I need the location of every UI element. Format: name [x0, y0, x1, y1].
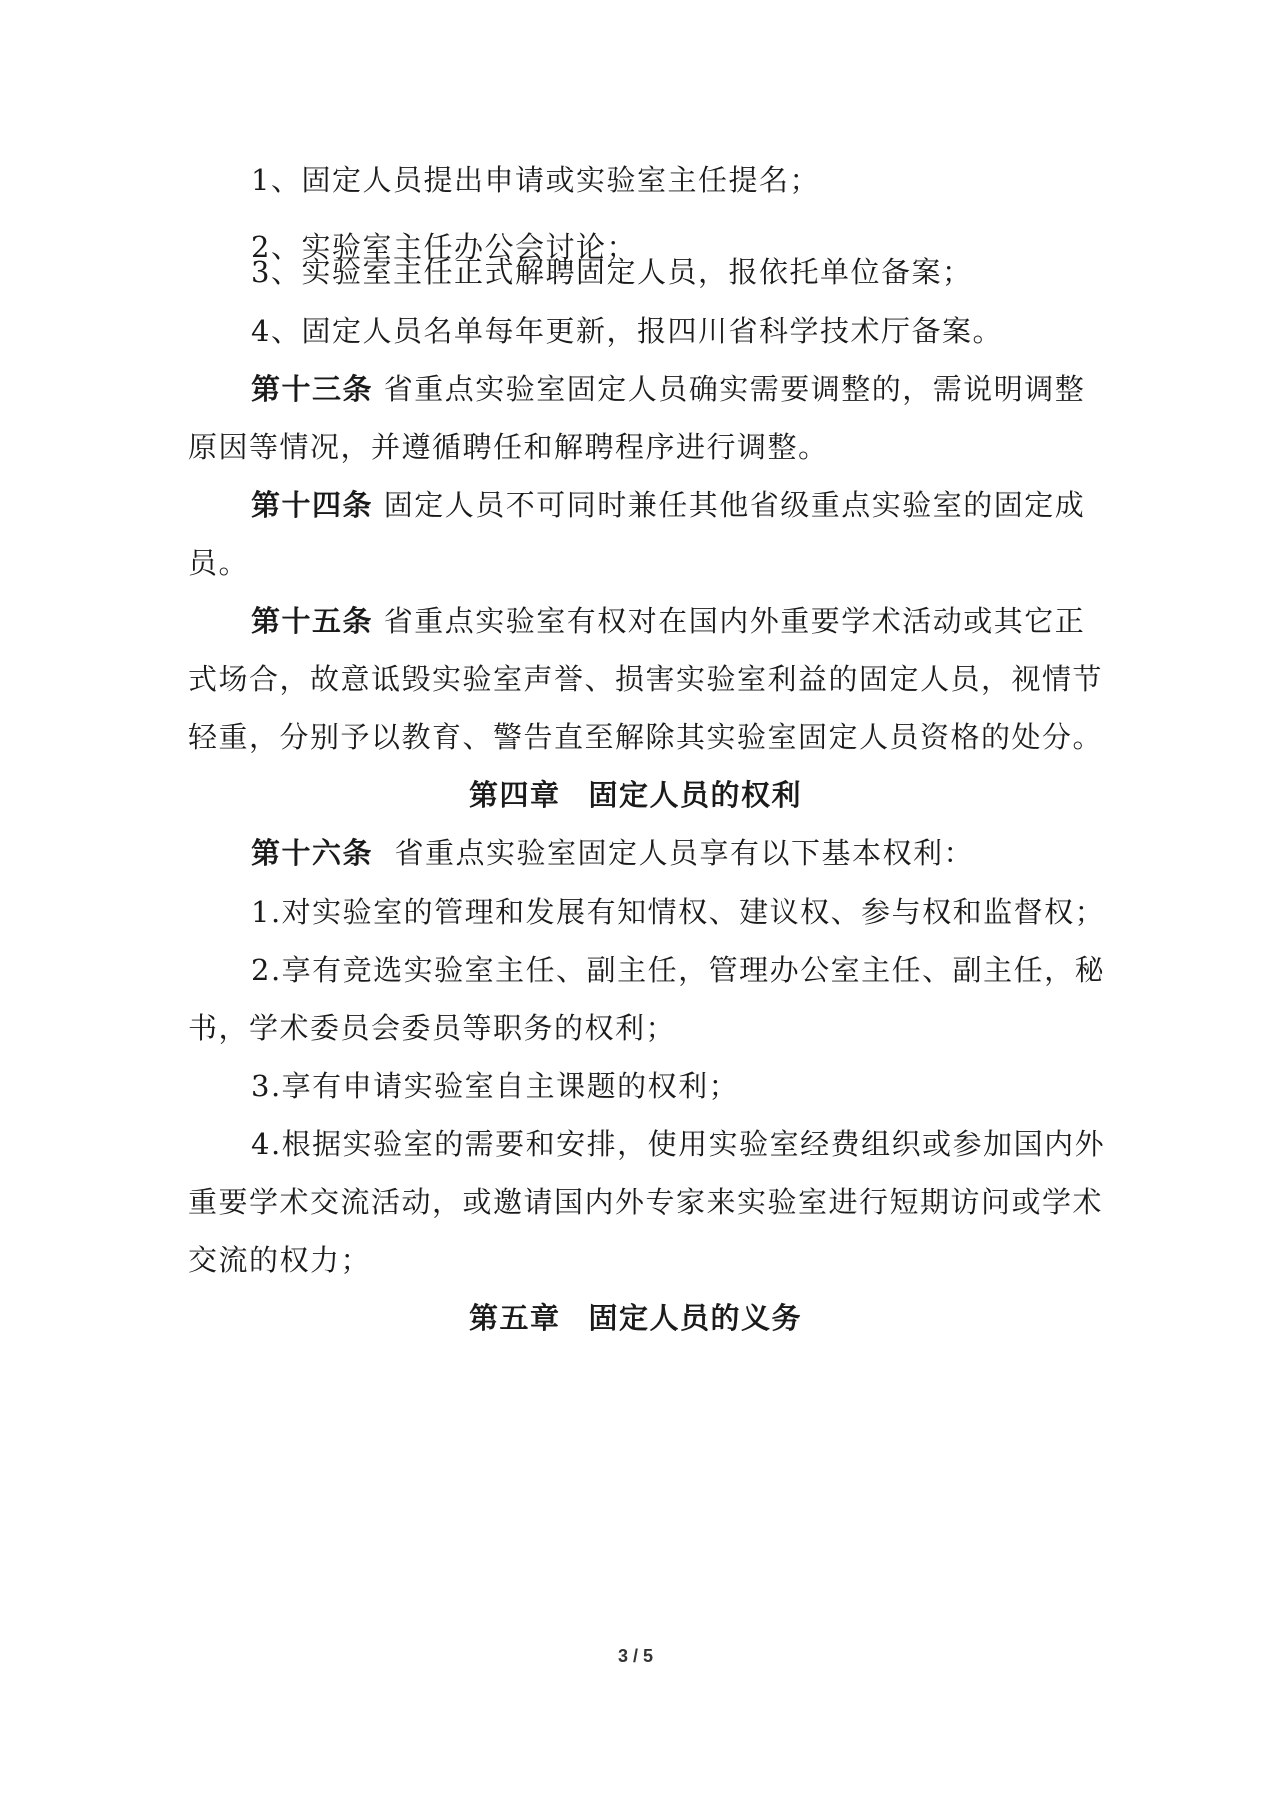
right-item-3: 3.享有申请实验室自主课题的权利；	[251, 1069, 740, 1103]
article-16-line-1: 第十六条 省重点实验室固定人员享有以下基本权利：	[251, 836, 974, 870]
article-15-line-1: 第十五条 省重点实验室有权对在国内外重要学术活动或其它正	[251, 604, 1086, 638]
list-item-4: 4、固定人员名单每年更新，报四川省科学技术厅备案。	[251, 314, 1003, 348]
right-item-4-line-3: 交流的权力；	[188, 1243, 372, 1277]
right-item-1: 1.对实验室的管理和发展有知情权、建议权、参与权和监督权；	[251, 895, 1106, 929]
right-item-2-line-2: 书，学术委员会委员等职务的权利；	[188, 1011, 677, 1045]
article-15-line-3: 轻重，分别予以教育、警告直至解除其实验室固定人员资格的处分。	[188, 720, 1104, 754]
right-item-2-line-1: 2.享有竞选实验室主任、副主任，管理办公室主任、副主任，秘	[251, 953, 1106, 987]
article-13-label: 第十三条	[251, 372, 374, 406]
chapter-4-heading: 第四章 固定人员的权利	[468, 778, 803, 812]
list-item-2-text: 2、实验室主任办公会讨论；	[251, 230, 637, 264]
article-13-line-1: 第十三条 省重点实验室固定人员确实需要调整的，需说明调整	[251, 372, 1086, 406]
article-14-label: 第十四条	[251, 488, 374, 522]
article-16-label: 第十六条	[251, 836, 374, 870]
page-number: 3 / 5	[617, 1646, 654, 1666]
article-14-line-2: 员。	[188, 546, 250, 580]
article-14-line-1: 第十四条 固定人员不可同时兼任其他省级重点实验室的固定成	[251, 488, 1086, 522]
article-15-line-2: 式场合，故意诋毁实验室声誉、损害实验室利益的固定人员，视情节	[188, 662, 1104, 696]
article-15-label: 第十五条	[251, 604, 374, 638]
list-item-1: 1、固定人员提出申请或实验室主任提名；	[251, 163, 820, 197]
list-item-3: 3、实验室主任正式解聘固定人员，报依托单位备案；	[251, 255, 973, 289]
chapter-5-heading: 第五章 固定人员的义务	[468, 1301, 803, 1335]
article-13-line-2: 原因等情况，并遵循聘任和解聘程序进行调整。	[188, 430, 829, 464]
right-item-4-line-2: 重要学术交流活动，或邀请国内外专家来实验室进行短期访问或学术	[188, 1185, 1104, 1219]
right-item-4-line-1: 4.根据实验室的需要和安排，使用实验室经费组织或参加国内外	[251, 1127, 1106, 1161]
